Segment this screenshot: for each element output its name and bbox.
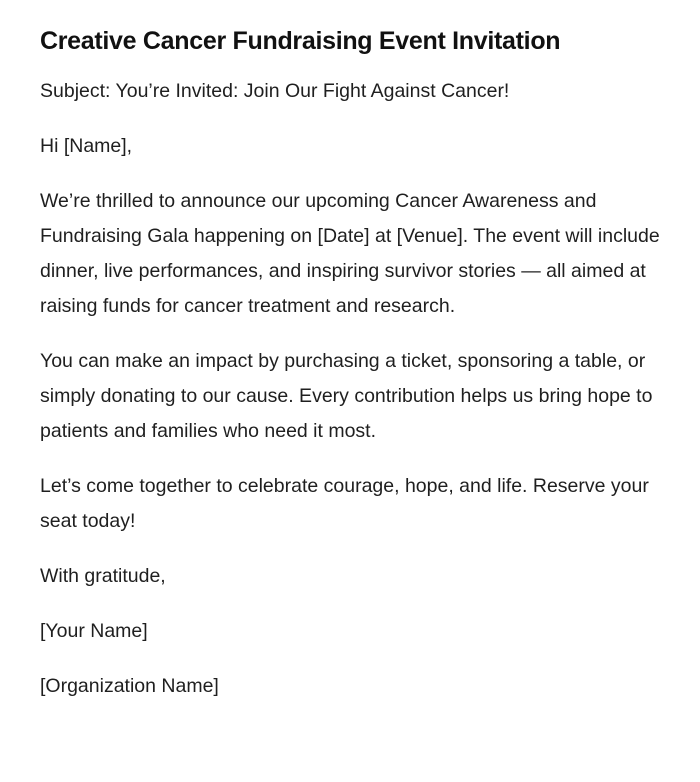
body-paragraph-impact: You can make an impact by purchasing a ticket, sponsoring a table, or simply donating to our cause. Every contribution helps us bring hope to patients and families who need it most. <box>40 350 653 442</box>
subject-line: Subject: You’re Invited: Join Our Fight Against Cancer! <box>40 80 510 102</box>
organization-name: [Organization Name] <box>40 675 219 697</box>
sender-name: [Your Name] <box>40 620 148 642</box>
sign-off: With gratitude, <box>40 565 166 587</box>
body-paragraph-announcement: We’re thrilled to announce our upcoming Cancer Awareness and Fundraising Gala happening on [Date] at [Venue]. The event will include dinner, live performances, and inspiring survivor stories — all aimed at raising funds for cancer treatment and research. <box>40 190 660 317</box>
document-title: Creative Cancer Fundraising Event Invitation <box>40 27 561 55</box>
greeting: Hi [Name], <box>40 135 133 157</box>
body-paragraph-closing: Let’s come together to celebrate courage, hope, and life. Reserve your seat today! <box>40 475 649 532</box>
